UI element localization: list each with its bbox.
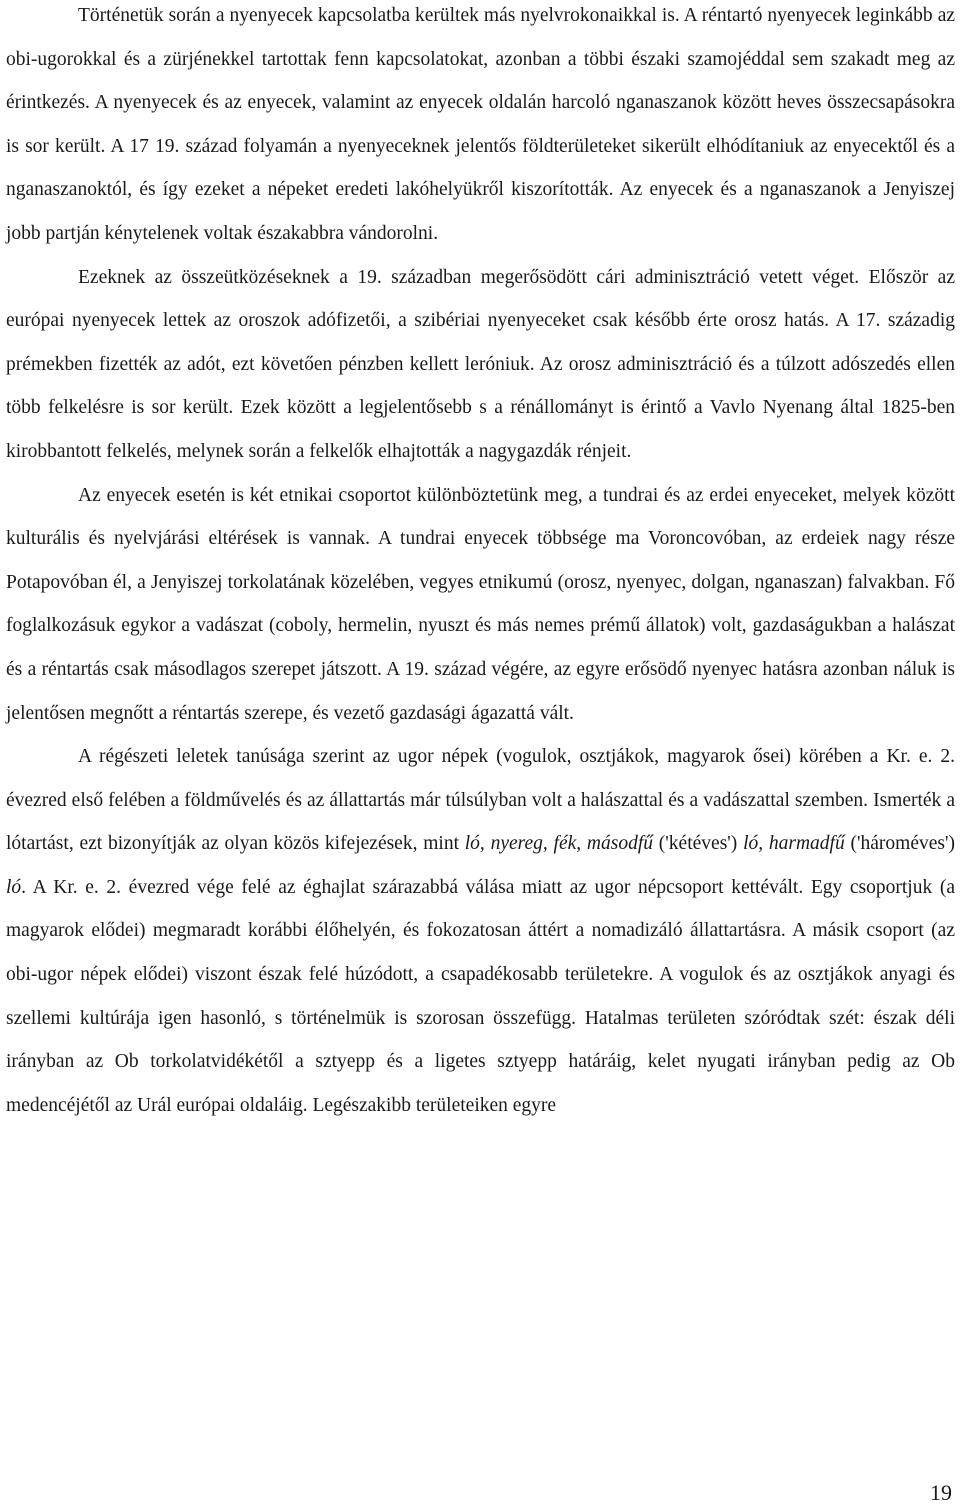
paragraph-3: Az enyecek esetén is két etnikai csoportot különböztetünk meg, a tundrai és az erdei enyeceket, melyek között kulturális és nyelvjárási eltérések is vannak. A tundrai enyecek többsége ma Voroncovóban, az erdeiek nagy része Potapovóban él, a Jenyiszej torkolatának közelében, vegyes etnikumú (orosz, nyenyec, dolgan, nganaszan) falvakban. Fő foglalkozásuk egykor a vadászat (coboly, hermelin, nyuszt és más nemes prémű állatok) volt, gazdaságukban a halászat és a réntartás csak másodlagos szerepet játszott. A 19. század végére, az egyre erősödő nyenyec hatásra azonban náluk is jelentősen megnőtt a réntartás szerepe, és vezető gazdasági ágazattá vált. bbox=[6, 484, 955, 724]
document-page bbox=[6, 0, 955, 1127]
paragraph-2: Ezeknek az összeütközéseknek a 19. században megerősödött cári adminisztráció vetett véget. Először az európai nyenyecek lettek az oroszok adófizetői, a szibériai nyenyeceket csak később érte orosz hatás. A 17. századig prémekben fizették az adót, ezt követően pénzben kellett leróniuk. Az orosz adminisztráció és a túlzott adószedés ellen több felkelésre is sor került. Ezek között a legjelentősebb s a rénállományt is érintő a Vavlo Nyenang által 1825-ben kirobbantott felkelés, melynek során a felkelők elhajtották a nagygazdák rénjeit. bbox=[6, 266, 955, 462]
paragraph-4-seg-3: ló, harmadfű bbox=[743, 833, 845, 855]
paragraph-4-seg-5: ló bbox=[6, 876, 22, 898]
paragraph-4 bbox=[6, 735, 955, 1127]
paragraph-4-seg-4: ('hároméves') bbox=[844, 833, 955, 855]
paragraph-4-seg-2: ('kétéves') bbox=[653, 833, 744, 855]
paragraph-4-seg-6: . A Kr. e. 2. évezred vége felé az éghajlat szárazabbá válása miatt az ugor népcsoport kettévált. Egy csoportjuk (a magyarok elődei) megmaradt korábbi élőhelyén, és fokozatosan áttért a nomadizáló állattartásra. A másik csoport (az obi-ugor népek elődei) viszont észak felé húzódott, a csapadékosabb területekre. A vogulok és az osztjákok anyagi és szellemi kultúrája igen hasonló, s történelmük is szorosan összefügg. Hatalmas területen szóródtak szét: észak déli irányban az Ob torkolatvidékétől a sztyepp és a ligetes sztyepp határáig, kelet nyugati irányban pedig az Ob medencéjétől az Urál európai oldaláig. Legészakibb területeiken egyre bbox=[6, 876, 955, 1116]
paragraph-1: Történetük során a nyenyecek kapcsolatba kerültek más nyelvrokonaikkal is. A réntartó nyenyecek leginkább az obi-ugorokkal és a zürjénekkel tartottak fenn kapcsolatokat, azonban a többi északi szamojéddal sem szakadt meg az érintkezés. A nyenyecek és az enyecek, valamint az enyecek oldalán harcoló nganaszanok között heves összecsapásokra is sor került. A 17 19. század folyamán a nyenyeceknek jelentős földterületeket sikerült elhódítaniuk az enyecektől és a nganaszanoktól, és így ezeket a népeket eredeti lakóhelyükről kiszorították. Az enyecek és a nganaszanok a Jenyiszej jobb partján kénytelenek voltak északabbra vándorolni. bbox=[6, 5, 955, 244]
paragraph-4-seg-0: A régészeti leletek tanúsága szerint az ugor népek (vogulok, osztjákok, magyarok ősei) körében a Kr. e. 2. évezred első felében a földművelés és az állattartás már túlsúlyban volt a halászattal és a vadászattal szemben. Ismerték a lótartást, ezt bizonyítják az olyan közös kifejezések, mint bbox=[6, 746, 955, 855]
page-number: 19 bbox=[930, 1480, 952, 1505]
paragraph-4-seg-1: ló, nyereg, fék, másodfű bbox=[464, 833, 654, 855]
